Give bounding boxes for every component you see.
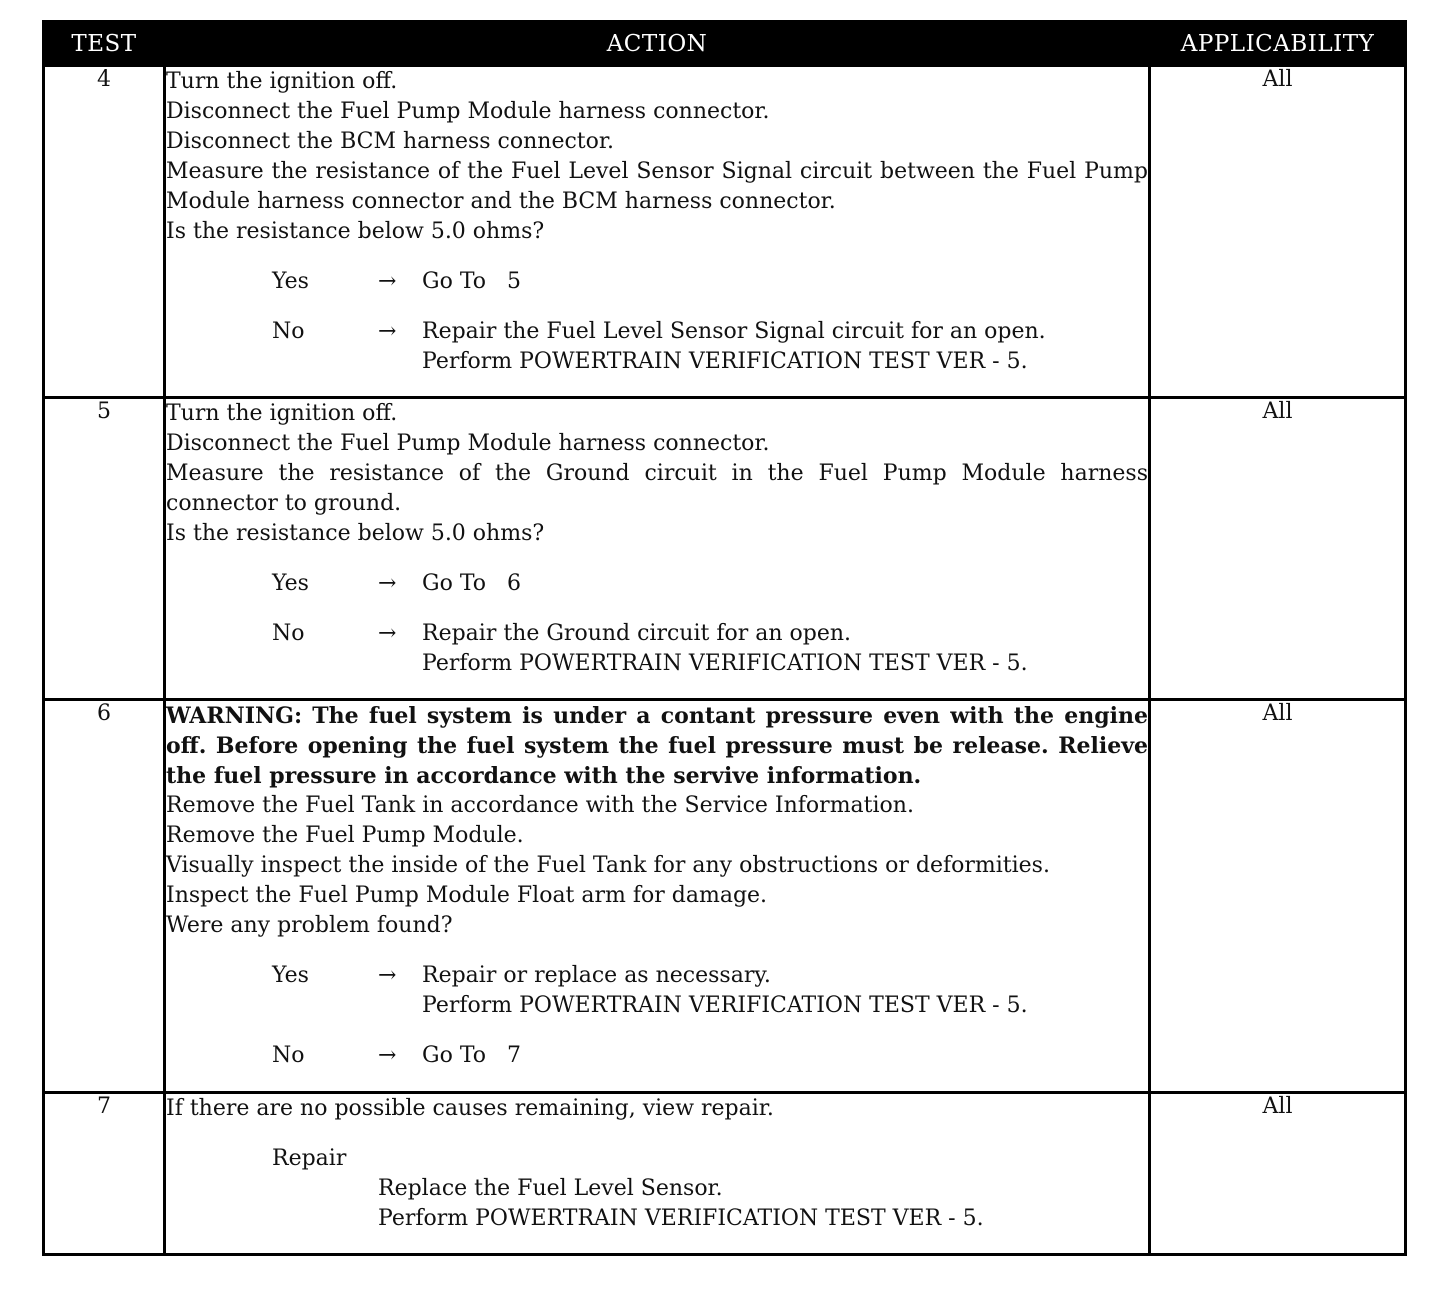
action-line: Remove the Fuel Tank in accordance with the Service Information. bbox=[166, 793, 914, 818]
repair-line: Perform POWERTRAIN VERIFICATION TEST VER - 5. bbox=[378, 1206, 984, 1231]
branch-result: Go To 5 bbox=[422, 269, 521, 294]
test-number: 4 bbox=[44, 66, 165, 398]
table-row bbox=[44, 66, 1406, 398]
warning-text: WARNING: The fuel system is under a contant pressure even with the engine off. Before opening the fuel system the fuel pressure must be release. Relieve the fuel pressure in accordance with the servive information. bbox=[166, 703, 1148, 789]
branch-result: Perform POWERTRAIN VERIFICATION TEST VER - 5. bbox=[422, 651, 1028, 676]
action-line: Disconnect the Fuel Pump Module harness connector. bbox=[166, 99, 770, 124]
action-line: Turn the ignition off. bbox=[166, 69, 398, 94]
branch-result: Repair or replace as necessary. bbox=[422, 963, 771, 988]
table-row bbox=[44, 1093, 1406, 1255]
yes-branch bbox=[272, 961, 1148, 1021]
test-number: 7 bbox=[44, 1093, 165, 1255]
action-cell bbox=[165, 66, 1150, 398]
no-label: No bbox=[272, 1043, 305, 1068]
applicability-value: All bbox=[1150, 1093, 1406, 1255]
action-line: Is the resistance below 5.0 ohms? bbox=[166, 521, 545, 546]
diagnostic-test-table bbox=[42, 20, 1407, 1256]
action-line: Remove the Fuel Pump Module. bbox=[166, 823, 524, 848]
yes-label: Yes bbox=[272, 269, 309, 294]
action-line: Measure the resistance of the Ground circuit in the Fuel Pump Module harness connector to ground. bbox=[166, 461, 1148, 516]
no-branch bbox=[272, 619, 1148, 679]
branch-result: Perform POWERTRAIN VERIFICATION TEST VER - 5. bbox=[422, 349, 1028, 374]
action-line: Were any problem found? bbox=[166, 913, 453, 938]
action-line: Turn the ignition off. bbox=[166, 401, 398, 426]
action-cell bbox=[165, 1093, 1150, 1255]
applicability-value: All bbox=[1150, 700, 1406, 1093]
yes-label: Yes bbox=[272, 571, 309, 596]
action-line: Measure the resistance of the Fuel Level Sensor Signal circuit between the Fuel Pump Module harness connector and the BCM harness connector. bbox=[166, 159, 1148, 214]
applicability-value: All bbox=[1150, 398, 1406, 700]
header-test: TEST bbox=[44, 22, 165, 66]
action-line: If there are no possible causes remaining, view repair. bbox=[166, 1096, 774, 1121]
action-line: Disconnect the Fuel Pump Module harness connector. bbox=[166, 431, 770, 456]
header-action: ACTION bbox=[165, 22, 1150, 66]
arrow-icon: → bbox=[378, 269, 397, 294]
table-header-row bbox=[44, 22, 1406, 66]
repair-line: Replace the Fuel Level Sensor. bbox=[378, 1176, 723, 1201]
repair-label: Repair bbox=[272, 1146, 347, 1171]
no-branch bbox=[272, 1041, 1148, 1071]
action-line: Is the resistance below 5.0 ohms? bbox=[166, 219, 545, 244]
arrow-icon: → bbox=[378, 963, 397, 988]
repair-steps bbox=[378, 1174, 1148, 1234]
no-label: No bbox=[272, 621, 305, 646]
action-cell bbox=[165, 398, 1150, 700]
header-applicability: APPLICABILITY bbox=[1150, 22, 1406, 66]
table-row bbox=[44, 398, 1406, 700]
arrow-icon: → bbox=[378, 571, 397, 596]
arrow-icon: → bbox=[378, 621, 397, 646]
action-line: Inspect the Fuel Pump Module Float arm for damage. bbox=[166, 883, 768, 908]
test-number: 6 bbox=[44, 700, 165, 1093]
branch-result: Go To 7 bbox=[422, 1043, 521, 1068]
branch-result: Repair the Fuel Level Sensor Signal circuit for an open. bbox=[422, 319, 1046, 344]
yes-branch bbox=[272, 267, 1148, 297]
branch-result: Go To 6 bbox=[422, 571, 521, 596]
action-line: Visually inspect the inside of the Fuel Tank for any obstructions or deformities. bbox=[166, 853, 1050, 878]
arrow-icon: → bbox=[378, 319, 397, 344]
branch-result: Repair the Ground circuit for an open. bbox=[422, 621, 852, 646]
arrow-icon: → bbox=[378, 1043, 397, 1068]
yes-branch bbox=[272, 569, 1148, 599]
test-number: 5 bbox=[44, 398, 165, 700]
applicability-value: All bbox=[1150, 66, 1406, 398]
branch-result: Perform POWERTRAIN VERIFICATION TEST VER - 5. bbox=[422, 993, 1028, 1018]
table-row bbox=[44, 700, 1406, 1093]
action-cell bbox=[165, 700, 1150, 1093]
no-label: No bbox=[272, 319, 305, 344]
no-branch bbox=[272, 317, 1148, 377]
action-line: Disconnect the BCM harness connector. bbox=[166, 129, 614, 154]
yes-label: Yes bbox=[272, 963, 309, 988]
